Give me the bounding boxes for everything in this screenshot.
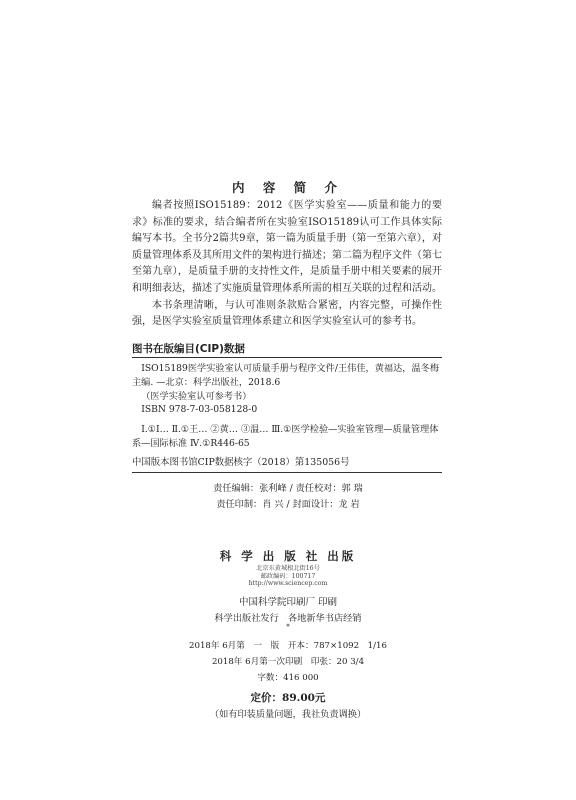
cip-line-1: ISO15189医学实验室认可质量手册与程序文件/王伟佳，黄福达，温冬梅主编. —北京：科学出版社，2018.6 [132, 363, 440, 388]
printer: 中国科学院印刷厂 印刷 [238, 597, 338, 608]
editors-line-1: 责任编辑：张利峰 / 责任校对：郭 瑞 [213, 483, 363, 494]
cip-bottom-rule [132, 472, 442, 473]
publisher-name: 科 学 出 版 社 出版 [219, 549, 357, 563]
cip-line-2: （医学实验室认可参考书） [141, 390, 252, 402]
abstract-paragraph-2: 本书条理清晰，与认可准则条款贴合紧密，内容完整，可操作性强，是医学实验室质量管理体系建立和医学实验室认可的参考书。 [132, 299, 442, 328]
abstract-paragraph-1: 编者按照ISO15189：2012《医学实验室——质量和能力的要求》标准的要求，结合编者所在实验室ISO15189认可工作具体实际编写本书。全书分2篇共9章，第一篇为质量手册（第一至第六章），对质量管理体系及其所用文件的架构进行描述；第二篇为程序文件（第七至第九章），是质量手册的支持性文件，是质量手册中相关要素的展开和明细表达，描述了实施质量管理体系所需的相互关联的过程和活动。 [132, 200, 442, 294]
cip-block [132, 362, 442, 451]
edition-info: 2018年 6月第 一 版 开本：787×1092 1/16 [189, 641, 387, 651]
printing-info: 2018年 6月第一次印刷 印张：20 3/4 [211, 657, 365, 667]
cip-top-rule [132, 357, 442, 358]
publisher-address: 北京东黄城根北街16号 [256, 565, 320, 572]
separator-star: * [286, 623, 290, 631]
distribution: 科学出版社发行 各地新华书店经销 [214, 613, 362, 624]
price: 定价：89.00元 [250, 692, 326, 704]
editors-line-2: 责任印制：肖 兴 / 封面设计：龙 岩 [216, 499, 360, 510]
page-title: 内 容 简 介 [231, 180, 345, 195]
publisher-website: http://www.sciencep.com [248, 580, 328, 587]
quality-notice: （如有印装质量问题，我社负责调换） [209, 709, 367, 720]
publisher-postcode: 邮政编码：100717 [260, 573, 316, 580]
cip-line-3: ISBN 978-7-03-058128-0 [141, 404, 258, 416]
cip-approval-number: 中国版本图书馆CIP数据核字（2018）第135056号 [132, 457, 350, 468]
word-count: 字数：416 000 [257, 673, 319, 683]
abstract [132, 198, 442, 331]
cip-line-4: Ⅰ.①I… Ⅱ.①王… ②黄… ③温… Ⅲ.①医学检验—实验室管理—质量管理体系—国际标准 Ⅳ.①R446-65 [132, 424, 439, 449]
cip-heading: 图书在版编目(CIP)数据 [132, 343, 245, 355]
